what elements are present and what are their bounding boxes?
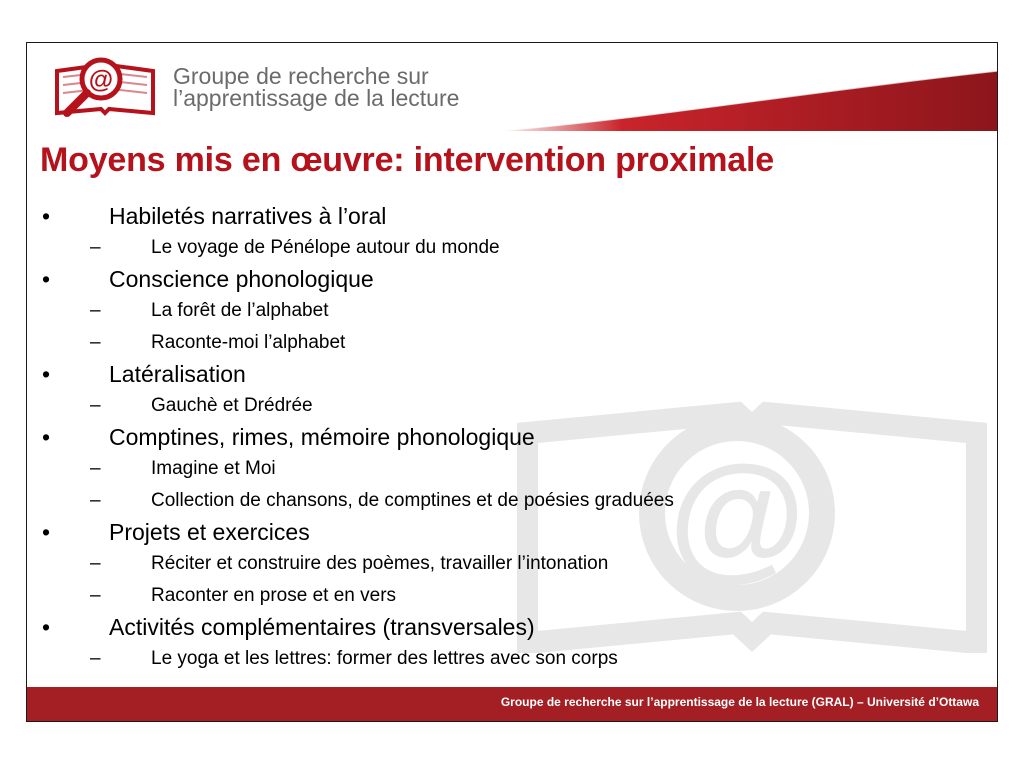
bullet-item (27, 264, 997, 295)
sub-bullet-text: Raconte-moi l’alphabet (151, 332, 346, 353)
sub-bullet-item (27, 643, 997, 675)
bullet-item (27, 201, 997, 232)
slide-header (27, 43, 997, 131)
bullet-text: Activités complémentaires (transversales) (109, 614, 535, 640)
bullet-text: Conscience phonologique (109, 266, 374, 292)
sub-bullet-item (27, 390, 997, 422)
sub-bullet-text: Le voyage de Pénélope autour du monde (151, 237, 500, 258)
sub-bullet-marker: – (90, 332, 101, 353)
sub-bullet-text: La forêt de l’alphabet (151, 300, 329, 321)
bullet-item (27, 612, 997, 643)
slide-footer (27, 687, 997, 721)
sub-bullet-item (27, 232, 997, 264)
slide (26, 42, 998, 722)
sub-bullet-marker: – (90, 553, 101, 574)
bullet-item (27, 517, 997, 548)
sub-bullet-text: Collection de chansons, de comptines et de poésies graduées (151, 490, 674, 511)
bullet-marker: • (42, 614, 51, 640)
bullet-marker: • (42, 266, 51, 292)
sub-bullet-text: Imagine et Moi (151, 458, 276, 479)
bullet-text: Comptines, rimes, mémoire phonologique (109, 424, 535, 450)
sub-bullet-item (27, 295, 997, 327)
sub-bullet-marker: – (90, 490, 101, 511)
bullet-text: Projets et exercices (109, 519, 310, 545)
sub-bullet-marker: – (90, 237, 101, 258)
gral-logo-icon (53, 55, 157, 119)
bullet-list (27, 201, 997, 675)
sub-bullet-text: Réciter et construire des poèmes, travailler l’intonation (151, 553, 609, 574)
sub-bullet-item (27, 453, 997, 485)
sub-bullet-marker: – (90, 458, 101, 479)
logo-line-2: l’apprentissage de la lecture (173, 85, 460, 111)
logo-line-1: Groupe de recherche sur (173, 63, 429, 89)
svg-text:@: @ (668, 436, 806, 593)
bullet-marker: • (42, 361, 51, 387)
bullet-item (27, 359, 997, 390)
sub-bullet-text: Gauchè et Drédrée (151, 395, 313, 416)
sub-bullet-item (27, 485, 997, 517)
sub-bullet-text: Le yoga et les lettres: former des lettres avec son corps (151, 648, 618, 669)
bullet-item (27, 422, 997, 453)
bullet-marker: • (42, 519, 51, 545)
sub-bullet-item (27, 548, 997, 580)
bullet-marker: • (42, 424, 51, 450)
slide-title: Moyens mis en œuvre: intervention proximale (40, 141, 774, 179)
sub-bullet-marker: – (90, 648, 101, 669)
sub-bullet-marker: – (90, 300, 101, 321)
sub-bullet-text: Raconter en prose et en vers (151, 585, 397, 606)
sub-bullet-marker: – (90, 395, 101, 416)
sub-bullet-marker: – (90, 585, 101, 606)
bullet-text: Latéralisation (109, 361, 246, 387)
bullet-marker: • (42, 203, 51, 229)
sub-bullet-item (27, 327, 997, 359)
bullet-text: Habiletés narratives à l’oral (109, 203, 387, 229)
footer-text: Groupe de recherche sur l’apprentissage de la lecture (GRAL) – Université d’Ottawa (500, 695, 979, 709)
header-red-band (497, 71, 997, 131)
sub-bullet-item (27, 580, 997, 612)
svg-text:@: @ (88, 66, 114, 94)
logo-text (173, 65, 459, 109)
